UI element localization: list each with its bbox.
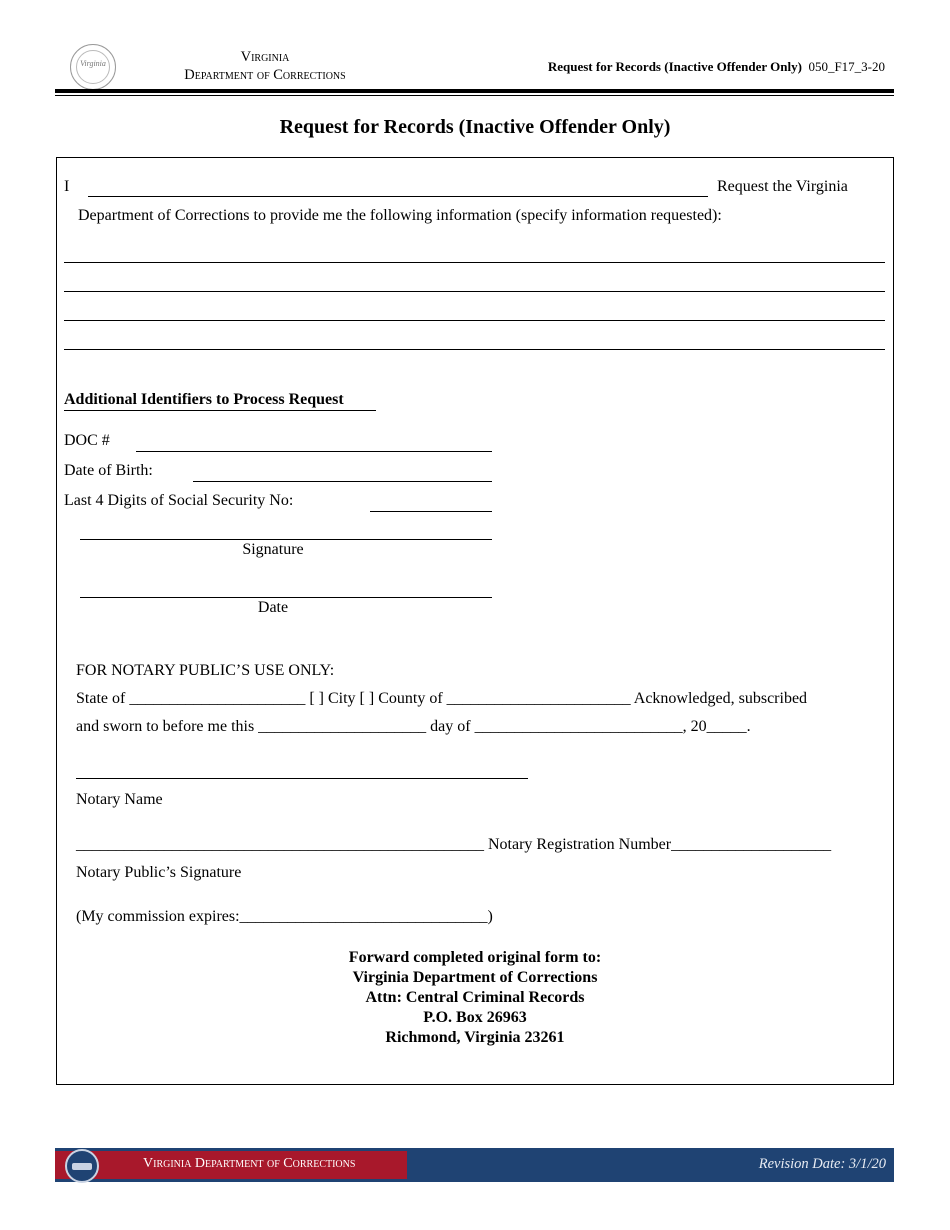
notary-registration-line[interactable]: ___________________________________________________ Notary Registration Number____________________ (76, 836, 832, 853)
ssn-label: Last 4 Digits of Social Security No: (64, 492, 294, 509)
notary-heading: FOR NOTARY PUBLIC’S USE ONLY: (76, 662, 335, 679)
form-box (56, 157, 894, 1085)
forward-address-block (56, 948, 894, 1048)
request-line2: Department of Corrections to provide me the following information (specify information requested): (78, 207, 722, 224)
footer-revision-date: Revision Date: 3/1/20 (758, 1156, 886, 1172)
forward-line2: Virginia Department of Corrections (352, 969, 598, 986)
identifiers-heading: Additional Identifiers to Process Request (64, 391, 344, 408)
signature-label: Signature (242, 541, 304, 558)
agency-name (150, 48, 380, 84)
forward-line5: Richmond, Virginia 23261 (385, 1029, 565, 1046)
info-line-3[interactable] (64, 320, 885, 321)
page-title: Request for Records (Inactive Offender Only) (279, 116, 671, 138)
notary-name-label: Notary Name (76, 791, 163, 808)
seal-text: Virginia (80, 59, 106, 68)
forward-line4: P.O. Box 26963 (423, 1009, 527, 1026)
ssn-field[interactable] (370, 511, 492, 512)
header-form-title: Request for Records (Inactive Offender Only) (547, 59, 802, 74)
header-form-code: 050_F17_3-20 (808, 59, 885, 74)
notary-state-line[interactable]: State of ______________________ [ ] City [ ] County of _______________________ Acknowledged, subscribed (76, 690, 808, 707)
doc-number-field[interactable] (136, 451, 492, 452)
notary-sworn-line[interactable]: and sworn to before me this _____________________ day of __________________________, 20_____. (76, 718, 751, 735)
footer-bar (55, 1148, 894, 1182)
notary-name-field[interactable] (76, 778, 528, 779)
vadoc-seal-logo (70, 44, 116, 90)
dob-field[interactable] (193, 481, 492, 482)
date-label: Date (257, 599, 289, 616)
agency-line2: Department of Corrections (184, 67, 346, 83)
info-line-4[interactable] (64, 349, 885, 350)
header-rule-thin (55, 95, 894, 96)
request-prefix: I (64, 178, 70, 195)
header-form-id (548, 59, 885, 75)
notary-commission-line[interactable]: (My commission expires:_______________________________) (76, 908, 493, 925)
header-rule-thick (55, 89, 894, 93)
requester-name-line[interactable] (88, 196, 708, 197)
info-line-1[interactable] (64, 262, 885, 263)
forward-line1: Forward completed original form to: (348, 949, 602, 966)
identifiers-heading-underline (64, 410, 376, 411)
doc-number-label: DOC # (64, 432, 110, 449)
signature-field[interactable] (80, 539, 492, 540)
footer-agency-name: Virginia Department of Corrections (143, 1156, 356, 1171)
request-suffix: Request the Virginia (717, 178, 848, 195)
date-field[interactable] (80, 597, 492, 598)
notary-signature-label: Notary Public’s Signature (76, 864, 242, 881)
agency-line1: Virginia (240, 49, 290, 65)
vadoc-footer-logo-icon (65, 1149, 99, 1183)
info-line-2[interactable] (64, 291, 885, 292)
forward-line3: Attn: Central Criminal Records (365, 989, 585, 1006)
dob-label: Date of Birth: (64, 462, 153, 479)
